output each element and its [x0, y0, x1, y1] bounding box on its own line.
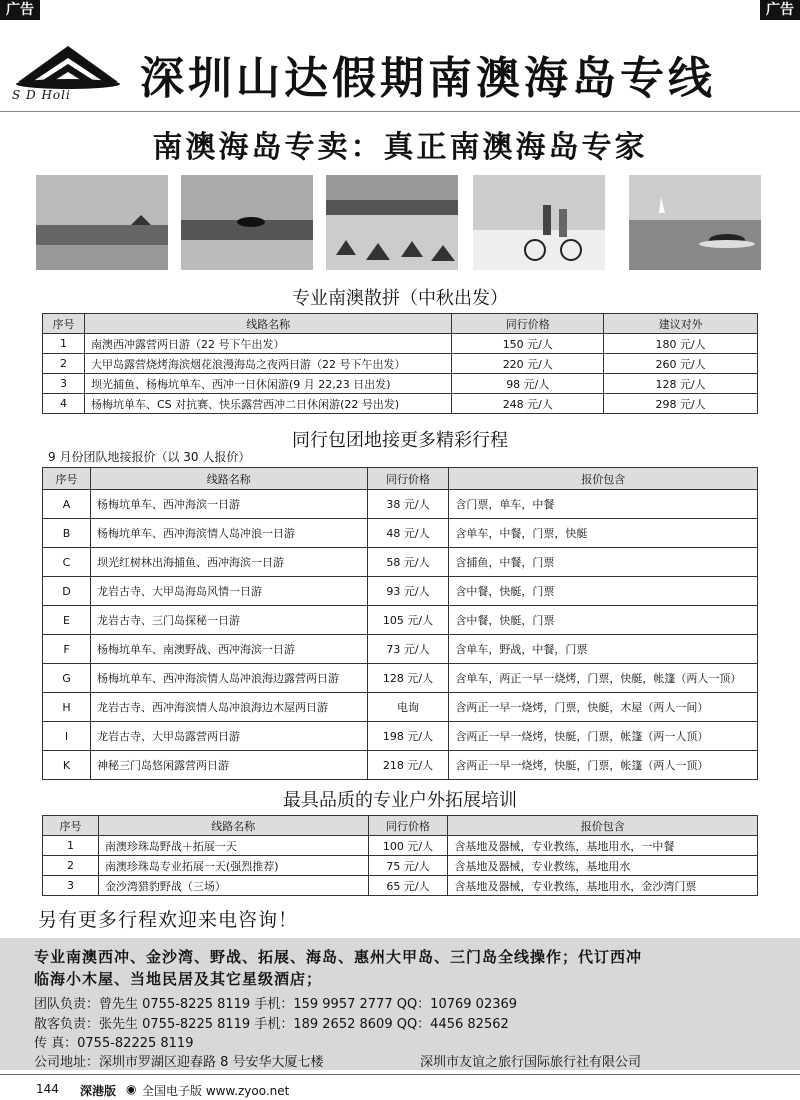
- row-price: 150 元/人: [452, 334, 604, 354]
- row-route: 杨梅坑单车、CS 对抗赛、快乐露营西冲二日休闲游(22 号出发): [84, 394, 451, 414]
- fax-line: 传 真：0755-82225 8119: [34, 1036, 194, 1051]
- row-includes: 含门票，单车，中餐: [449, 490, 758, 519]
- section1-title: 专业南澳散拼（中秋出发）: [292, 288, 508, 309]
- services-line-1: 专业南澳西冲、金沙湾、野战、拓展、海岛、惠州大甲岛、三门岛全线操作；代订西冲: [34, 948, 643, 966]
- table-row: [43, 334, 758, 354]
- table-row: [43, 374, 758, 394]
- table-row: [43, 856, 758, 876]
- col-price-header: 同行价格: [367, 468, 449, 490]
- row-retail: 180 元/人: [604, 334, 758, 354]
- row-index: 1: [43, 334, 85, 354]
- row-index: 1: [43, 836, 99, 856]
- row-route: 龙岩古寺、大甲岛海岛风情一日游: [90, 577, 367, 606]
- col-includes-header: 报价包含: [449, 468, 758, 490]
- row-route: 南澳珍珠岛野战＋拓展一天: [98, 836, 368, 856]
- row-price: 105 元/人: [367, 606, 449, 635]
- row-index: A: [43, 490, 91, 519]
- row-includes: 含中餐，快艇，门票: [449, 577, 758, 606]
- brand-title: 深圳山达假期南澳海岛专线: [140, 53, 716, 104]
- contact-panel: [0, 938, 800, 1070]
- row-retail: 260 元/人: [604, 354, 758, 374]
- group-tour-table: [42, 313, 758, 414]
- training-table: [42, 815, 758, 896]
- section2-note: 9 月份团队地接报价（以 30 人报价）: [48, 450, 251, 464]
- col-route-header: 线路名称: [84, 314, 451, 334]
- section2-title: 同行包团地接更多精彩行程: [292, 430, 508, 451]
- row-route: 龙岩古寺、大甲岛露营两日游: [90, 722, 367, 751]
- more-routes-text: 另有更多行程欢迎来电咨询！: [38, 909, 299, 931]
- address-line: 公司地址：深圳市罗湖区迎春路 8 号安华大厦七楼: [34, 1055, 324, 1070]
- col-index-header: 序号: [43, 468, 91, 490]
- row-index: D: [43, 577, 91, 606]
- row-index: K: [43, 751, 91, 780]
- col-retail-header: 建议对外: [604, 314, 758, 334]
- row-retail: 298 元/人: [604, 394, 758, 414]
- company-name: 深圳市友谊之旅行国际旅行社有限公司: [420, 1055, 642, 1070]
- row-index: F: [43, 635, 91, 664]
- row-price: 218 元/人: [367, 751, 449, 780]
- globe-icon: ◉: [126, 1082, 137, 1096]
- camping-photo: [326, 175, 458, 270]
- beach-photo-1: [36, 175, 168, 270]
- row-price: 248 元/人: [452, 394, 604, 414]
- table-row: [43, 836, 758, 856]
- table-row: [43, 354, 758, 374]
- local-tour-table: [42, 467, 758, 780]
- row-index: H: [43, 693, 91, 722]
- table-row: [43, 490, 758, 519]
- cycling-photo: [473, 175, 605, 270]
- table-row: [43, 722, 758, 751]
- site-url: 全国电子版 www.zyoo.net: [142, 1084, 290, 1098]
- page-number: 144: [36, 1082, 59, 1096]
- row-route: 龙岩古寺、西冲海滨情人岛冲浪海边木屋两日游: [90, 693, 367, 722]
- beach-photo-2: [181, 175, 313, 270]
- ad-tag-left: 广告: [0, 0, 40, 20]
- table-row: [43, 751, 758, 780]
- table-row: [43, 693, 758, 722]
- row-route: 坝光捕鱼、杨梅坑单车、西冲一日休闲游(9 月 22,23 日出发): [84, 374, 451, 394]
- row-index: C: [43, 548, 91, 577]
- row-route: 坝光红树林出海捕鱼、西冲海滨一日游: [90, 548, 367, 577]
- team-contact: 团队负责：曾先生 0755-8225 8119 手机：159 9957 2777 QQ：10769 02369: [34, 997, 518, 1012]
- row-price: 电询: [367, 693, 449, 722]
- row-route: 龙岩古寺、三门岛探秘一日游: [90, 606, 367, 635]
- row-route: 南澳珍珠岛专业拓展一天(强烈推荐): [98, 856, 368, 876]
- col-index-header: 序号: [43, 816, 99, 836]
- row-includes: 含基地及器械，专业教练，基地用水，金沙湾门票: [448, 876, 758, 896]
- table-row: [43, 635, 758, 664]
- table-row: [43, 876, 758, 896]
- edition-label: 深港版: [80, 1084, 117, 1098]
- table-header-row: [43, 314, 758, 334]
- row-route: 杨梅坑单车、西冲海滨一日游: [90, 490, 367, 519]
- row-index: E: [43, 606, 91, 635]
- row-includes: 含捕鱼，中餐，门票: [449, 548, 758, 577]
- header-banner: [0, 20, 800, 112]
- page-footer: [0, 1074, 800, 1100]
- col-price-header: 同行价格: [452, 314, 604, 334]
- row-price: 75 元/人: [368, 856, 448, 876]
- table-row: [43, 664, 758, 693]
- table-row: [43, 394, 758, 414]
- row-index: 2: [43, 856, 99, 876]
- row-index: I: [43, 722, 91, 751]
- row-price: 58 元/人: [367, 548, 449, 577]
- row-index: 2: [43, 354, 85, 374]
- table-header-row: [43, 816, 758, 836]
- row-price: 220 元/人: [452, 354, 604, 374]
- col-includes-header: 报价包含: [448, 816, 758, 836]
- speedboat-photo: [629, 175, 761, 270]
- table-row: [43, 548, 758, 577]
- row-price: 48 元/人: [367, 519, 449, 548]
- row-index: 3: [43, 876, 99, 896]
- table-row: [43, 606, 758, 635]
- row-includes: 含单车，中餐，门票，快艇: [449, 519, 758, 548]
- row-includes: 含单车，两正一早一烧烤，门票，快艇，帐篷（两人一顶）: [449, 664, 758, 693]
- row-route: 杨梅坑单车、西冲海滨情人岛冲浪海边露营两日游: [90, 664, 367, 693]
- col-index-header: 序号: [43, 314, 85, 334]
- row-route: 神秘三门岛悠闲露营两日游: [90, 751, 367, 780]
- col-route-header: 线路名称: [98, 816, 368, 836]
- logo-text: S D Holi: [12, 88, 71, 102]
- row-includes: 含单车，野战，中餐，门票: [449, 635, 758, 664]
- row-price: 100 元/人: [368, 836, 448, 856]
- page-subtitle: 南澳海岛专卖：真正南澳海岛专家: [152, 130, 648, 165]
- ad-tag-right: 广告: [760, 0, 800, 20]
- table-row: [43, 519, 758, 548]
- row-route: 杨梅坑单车、西冲海滨情人岛冲浪一日游: [90, 519, 367, 548]
- row-price: 38 元/人: [367, 490, 449, 519]
- col-price-header: 同行价格: [368, 816, 448, 836]
- section3-title: 最具品质的专业户外拓展培训: [283, 790, 517, 811]
- row-retail: 128 元/人: [604, 374, 758, 394]
- row-index: B: [43, 519, 91, 548]
- row-includes: 含两正一早一烧烤，门票，快艇，木屋（两人一间）: [449, 693, 758, 722]
- table-header-row: [43, 468, 758, 490]
- row-route: 杨梅坑单车、南澳野战、西冲海滨一日游: [90, 635, 367, 664]
- table-row: [43, 577, 758, 606]
- row-includes: 含基地及器械，专业教练，基地用水: [448, 856, 758, 876]
- row-route: 南澳西冲露营两日游（22 号下午出发）: [84, 334, 451, 354]
- row-route: 大甲岛露营烧烤海滨烟花浪漫海岛之夜两日游（22 号下午出发）: [84, 354, 451, 374]
- row-route: 金沙湾猎豹野战（三场）: [98, 876, 368, 896]
- row-includes: 含两正一早一烧烤，快艇，门票，帐篷（两一人顶）: [449, 722, 758, 751]
- row-price: 98 元/人: [452, 374, 604, 394]
- row-index: G: [43, 664, 91, 693]
- row-price: 93 元/人: [367, 577, 449, 606]
- row-index: 4: [43, 394, 85, 414]
- row-price: 128 元/人: [367, 664, 449, 693]
- col-route-header: 线路名称: [90, 468, 367, 490]
- row-includes: 含基地及器械，专业教练，基地用水，一中餐: [448, 836, 758, 856]
- row-price: 73 元/人: [367, 635, 449, 664]
- row-index: 3: [43, 374, 85, 394]
- row-price: 65 元/人: [368, 876, 448, 896]
- row-includes: 含中餐，快艇，门票: [449, 606, 758, 635]
- row-price: 198 元/人: [367, 722, 449, 751]
- photo-strip: [36, 175, 766, 270]
- individual-contact: 散客负责：张先生 0755-8225 8119 手机：189 2652 8609 QQ：4456 82562: [34, 1017, 509, 1032]
- services-line-2: 临海小木屋、当地民居及其它星级酒店；: [34, 970, 323, 988]
- row-includes: 含两正一早一烧烤，快艇，门票，帐篷（两人一顶）: [449, 751, 758, 780]
